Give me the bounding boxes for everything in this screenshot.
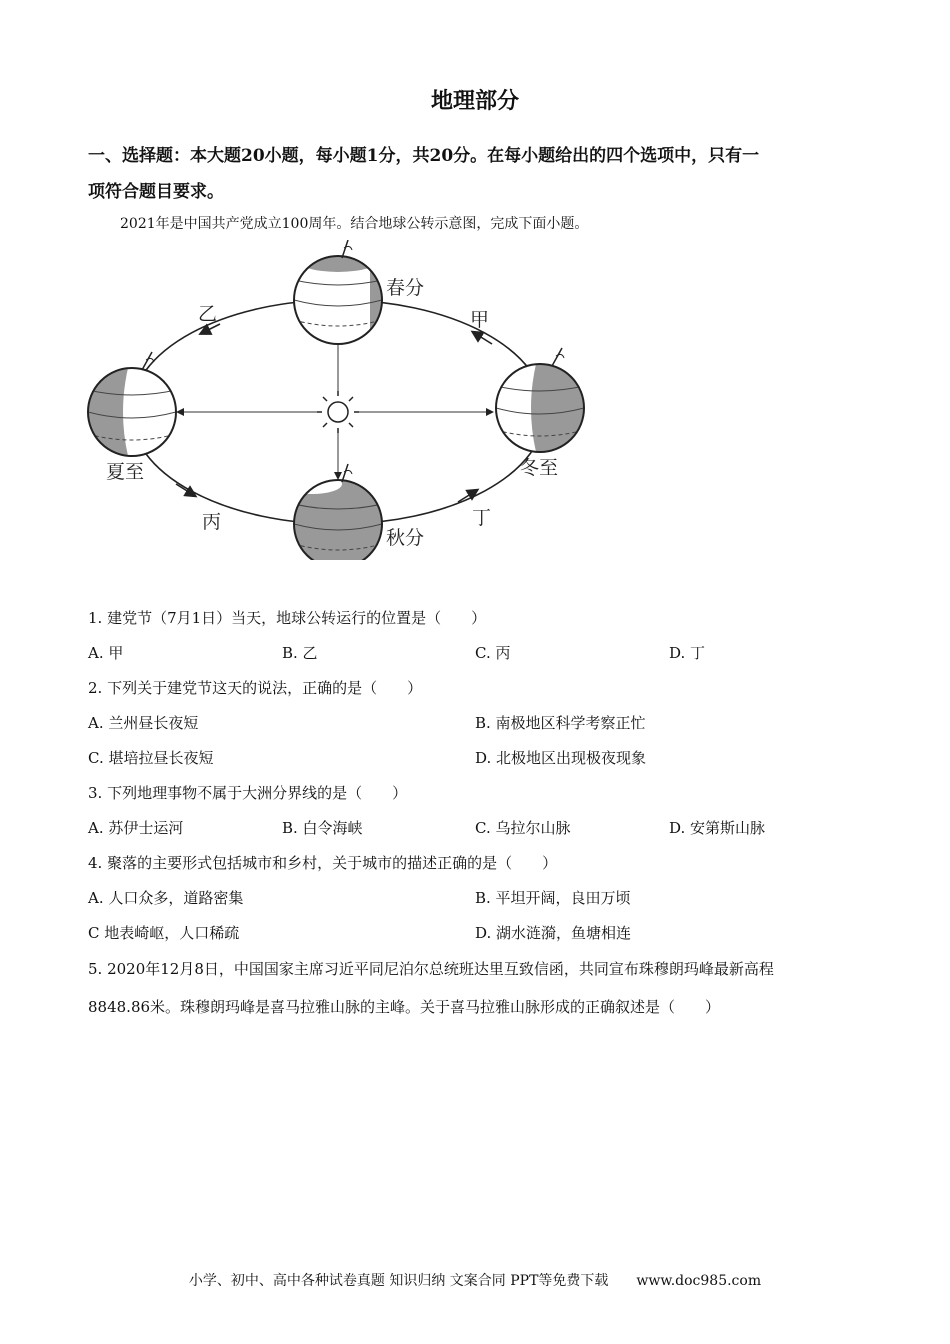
label-spring: 春分: [386, 277, 425, 299]
globe-spring: [294, 240, 390, 350]
globe-winter: [496, 348, 586, 452]
question-3-option-a[interactable]: A. 苏伊士运河: [88, 819, 184, 837]
label-autumn: 秋分: [386, 527, 425, 549]
label-bing: 丙: [202, 511, 222, 533]
question-4-stem: 4. 聚落的主要形式包括城市和乡村，关于城市的描述正确的是（ ）: [88, 854, 558, 872]
question-4-option-a[interactable]: A. 人口众多，道路密集: [88, 889, 244, 907]
question-1-stem: 1. 建党节（7月1日）当天，地球公转运行的位置是（ ）: [88, 609, 487, 627]
section-heading-line2: 项符合题目要求。: [88, 182, 224, 202]
globe-autumn: [282, 464, 382, 560]
section-heading-line1: 一、选择题：本大题20小题，每小题1分，共20分。在每小题给出的四个选项中，只有一: [88, 146, 760, 166]
label-jia: 甲: [470, 309, 490, 331]
question-5-stem-line2: 8848.86米。珠穆朗玛峰是喜马拉雅山脉的主峰。关于喜马拉雅山脉形成的正确叙述是（ ）: [88, 998, 721, 1016]
question-2-option-b[interactable]: B. 南极地区科学考察正忙: [475, 714, 646, 732]
question-4-option-c[interactable]: C 地表崎岖，人口稀疏: [88, 924, 240, 942]
question-4-option-d[interactable]: D. 湖水涟漪，鱼塘相连: [475, 924, 632, 942]
question-2-stem: 2. 下列关于建党节这天的说法，正确的是（ ）: [88, 679, 423, 697]
label-summer: 夏至: [106, 461, 145, 483]
question-1-option-a[interactable]: A. 甲: [88, 644, 124, 662]
label-winter: 冬至: [520, 457, 559, 479]
page-title: 地理部分: [430, 88, 519, 114]
question-3-stem: 3. 下列地理事物不属于大洲分界线的是（ ）: [88, 784, 408, 802]
globe-summer: [88, 352, 178, 456]
question-1-option-d[interactable]: D. 丁: [669, 644, 706, 662]
earth-revolution-diagram: [80, 240, 620, 560]
label-ding: 丁: [472, 507, 492, 529]
question-3-option-c[interactable]: C. 乌拉尔山脉: [475, 819, 571, 837]
sun-icon: [317, 391, 359, 433]
page-footer: 小学、初中、高中各种试卷真题 知识归纳 文案合同 PPT等免费下载 www.doc985.com: [188, 1273, 762, 1289]
question-3-option-b[interactable]: B. 白令海峡: [282, 819, 363, 837]
question-4-option-b[interactable]: B. 平坦开阔，良田万顷: [475, 889, 631, 907]
orbit-arrow-bing: [176, 484, 192, 494]
question-1-option-b[interactable]: B. 乙: [282, 644, 318, 662]
question-3-option-d[interactable]: D. 安第斯山脉: [669, 819, 766, 837]
intro-text: 2021年是中国共产党成立100周年。结合地球公转示意图，完成下面小题。: [120, 216, 589, 232]
question-2-option-a[interactable]: A. 兰州昼长夜短: [88, 714, 199, 732]
question-2-option-c[interactable]: C. 堪培拉昼长夜短: [88, 749, 214, 767]
question-1-option-c[interactable]: C. 丙: [475, 644, 511, 662]
label-yi: 乙: [198, 303, 218, 325]
question-5-stem-line1: 5. 2020年12月8日，中国国家主席习近平同尼泊尔总统班达里互致信函，共同宣布珠穆朗玛峰最新高程: [88, 960, 774, 978]
question-2-option-d[interactable]: D. 北极地区出现极夜现象: [475, 749, 647, 767]
